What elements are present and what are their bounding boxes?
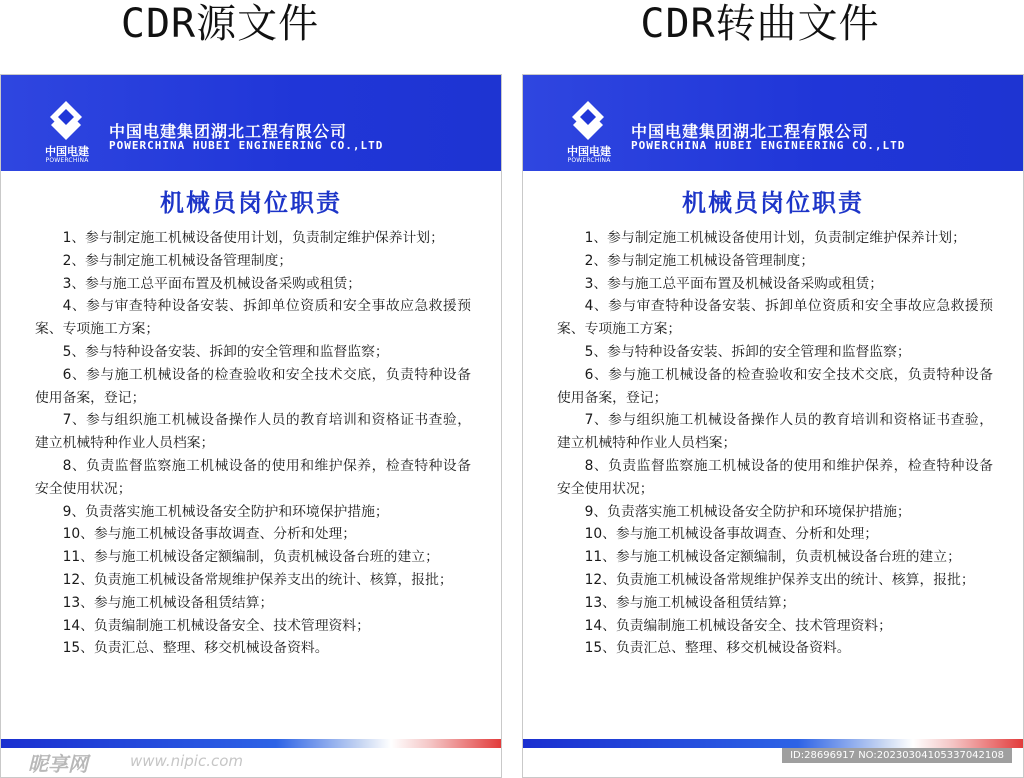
bottom-gradient-bar xyxy=(523,739,1023,748)
duty-item: 7、参与组织施工机械设备操作人员的教育培训和资格证书查验，建立机械特种作业人员档案； xyxy=(35,412,471,452)
duty-board-left xyxy=(0,74,502,778)
duty-item: 10、参与施工机械设备事故调查、分析和处理； xyxy=(62,526,357,543)
watermark-url: www.nipic.com xyxy=(130,752,244,770)
duty-board-right xyxy=(522,74,1024,778)
duty-list xyxy=(35,227,471,660)
duty-item: 8、负责监督监察施工机械设备的使用和维护保养，检查特种设备安全使用状况； xyxy=(557,457,993,497)
page-title: 机械员岗位职责 xyxy=(160,189,342,217)
company-name-cn: 中国电建集团湖北工程有限公司 xyxy=(109,122,348,141)
duty-item: 9、负责落实施工机械设备安全防护和环境保护措施； xyxy=(62,503,389,520)
duty-item: 8、负责监督监察施工机械设备的使用和维护保养，检查特种设备安全使用状况； xyxy=(35,457,471,497)
duty-item: 11、参与施工机械设备定额编制，负责机械设备台班的建立； xyxy=(584,549,961,566)
duty-item: 14、负责编制施工机械设备安全、技术管理资料； xyxy=(62,617,370,634)
duty-item: 6、参与施工机械设备的检查验收和安全技术交底，负责特种设备使用备案，登记； xyxy=(557,366,993,406)
bottom-gradient-bar xyxy=(1,739,501,748)
duty-item: 9、负责落实施工机械设备安全防护和环境保护措施； xyxy=(584,503,911,520)
duty-item: 14、负责编制施工机械设备安全、技术管理资料； xyxy=(584,617,892,634)
logo-text-en: POWERCHINA xyxy=(567,157,611,164)
company-name-en: POWERCHINA HUBEI ENGINEERING CO.,LTD xyxy=(109,139,384,152)
heading-source-file: CDR源文件 xyxy=(120,1,320,47)
logo-text-en: POWERCHINA xyxy=(45,157,89,164)
page-title: 机械员岗位职责 xyxy=(682,189,864,217)
company-banner xyxy=(523,75,1023,171)
duty-item: 13、参与施工机械设备租赁结算； xyxy=(62,594,274,611)
duty-item: 1、参与制定施工机械设备使用计划，负责制定维护保养计划； xyxy=(62,230,444,246)
logo-text-cn: 中国电建 xyxy=(567,145,611,158)
duty-list xyxy=(557,227,993,660)
logo-text-cn: 中国电建 xyxy=(45,145,89,158)
watermark-site: 昵享网 xyxy=(28,752,88,776)
duty-item: 5、参与特种设备安装、拆卸的安全管理和监督监察； xyxy=(584,343,911,360)
duty-item: 4、参与审查特种设备安装、拆卸单位资质和安全事故应急救援预案、专项施工方案； xyxy=(35,298,471,338)
duty-item: 10、参与施工机械设备事故调查、分析和处理； xyxy=(584,526,879,543)
duty-item: 2、参与制定施工机械设备管理制度； xyxy=(584,252,815,269)
duty-item: 5、参与特种设备安装、拆卸的安全管理和监督监察； xyxy=(62,343,389,360)
heading-curves-file: CDR转曲文件 xyxy=(640,1,880,47)
duty-item: 11、参与施工机械设备定额编制，负责机械设备台班的建立； xyxy=(62,549,439,566)
duty-item: 4、参与审查特种设备安装、拆卸单位资质和安全事故应急救援预案、专项施工方案； xyxy=(557,298,993,338)
duty-item: 2、参与制定施工机械设备管理制度； xyxy=(62,252,293,269)
duty-item: 12、负责施工机械设备常规维护保养支出的统计、核算，报批； xyxy=(62,571,453,588)
company-name-cn: 中国电建集团湖北工程有限公司 xyxy=(631,122,870,141)
duty-item: 6、参与施工机械设备的检查验收和安全技术交底，负责特种设备使用备案，登记； xyxy=(35,366,471,406)
duty-item: 13、参与施工机械设备租赁结算； xyxy=(584,594,796,611)
duty-item: 12、负责施工机械设备常规维护保养支出的统计、核算，报批； xyxy=(584,571,975,588)
duty-item: 3、参与施工总平面布置及机械设备采购或租赁； xyxy=(584,275,884,292)
duty-item: 15、负责汇总、整理、移交机械设备资料。 xyxy=(584,640,851,657)
company-name-en: POWERCHINA HUBEI ENGINEERING CO.,LTD xyxy=(631,139,906,152)
duty-item: 3、参与施工总平面布置及机械设备采购或租赁； xyxy=(62,275,362,292)
image-id-label: ID:28696917 NO:20230304105337042108 xyxy=(782,748,1012,763)
company-banner xyxy=(1,75,501,171)
duty-item: 15、负责汇总、整理、移交机械设备资料。 xyxy=(62,640,329,657)
duty-item: 7、参与组织施工机械设备操作人员的教育培训和资格证书查验，建立机械特种作业人员档案； xyxy=(557,412,993,452)
duty-item: 1、参与制定施工机械设备使用计划，负责制定维护保养计划； xyxy=(584,230,966,246)
